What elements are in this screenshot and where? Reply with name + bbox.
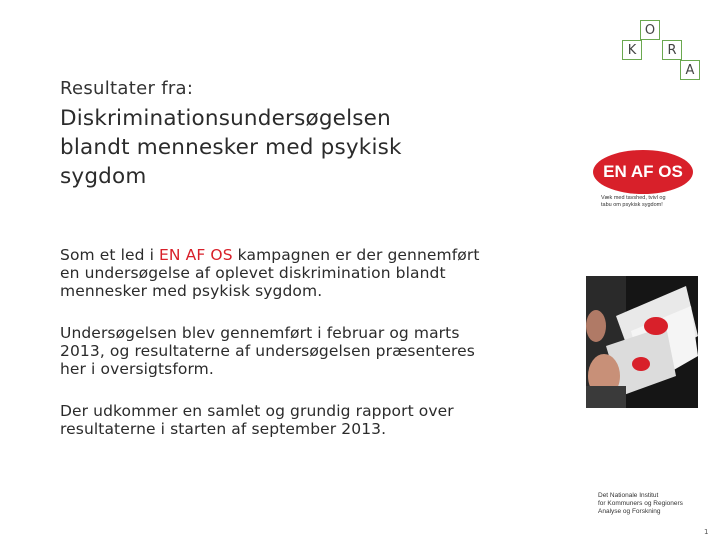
- campaign-name-highlight: EN AF OS: [159, 246, 233, 264]
- en-af-os-logo: [593, 150, 693, 212]
- title-line: sygdom: [60, 164, 147, 189]
- paragraph-line: [60, 246, 560, 264]
- paragraph-text: Som et led i: [60, 246, 160, 264]
- institute-line: Det Nationale Institut: [598, 492, 659, 499]
- paragraph-line: resultaterne i starten af september 2013.: [60, 420, 387, 438]
- report-paragraph: [60, 402, 560, 438]
- paragraph-line: 2013, og resultaterne af undersøgelsen præsenteres: [60, 342, 475, 360]
- kora-letter-r: R: [662, 40, 682, 60]
- method-paragraph: [60, 324, 560, 378]
- institute-line: Analyse og Forskning: [598, 508, 661, 515]
- campaign-photo: [586, 276, 698, 408]
- kora-letter-k: K: [622, 40, 642, 60]
- paragraph-line: Der udkommer en samlet og grundig rapport over: [60, 402, 454, 420]
- slide-subtitle: Resultater fra:: [60, 78, 194, 99]
- paragraph-line: mennesker med psykisk sygdom.: [60, 282, 323, 300]
- paragraph-line: her i oversigtsform.: [60, 360, 214, 378]
- institute-line: for Kommuners og Regioners: [598, 500, 683, 507]
- kora-letter-o: O: [640, 20, 660, 40]
- campaign-photo-image: [586, 276, 698, 408]
- en-af-os-tagline: [601, 195, 693, 208]
- paragraph-line: Undersøgelsen blev gennemført i februar og marts: [60, 324, 460, 342]
- title-line: blandt mennesker med psykisk: [60, 135, 402, 160]
- slide-title: [60, 104, 530, 191]
- intro-paragraph: [60, 246, 560, 300]
- tagline-line: tabu om psykisk sygdom!: [601, 201, 663, 208]
- kora-letter-a: A: [680, 60, 700, 80]
- title-line: Diskriminationsundersøgelsen: [60, 106, 391, 131]
- paragraph-line: en undersøgelse af oplevet diskrimination blandt: [60, 264, 446, 282]
- page-number: 1: [704, 528, 709, 536]
- tagline-line: Væk med tavshed, tvivl og: [601, 195, 666, 201]
- paragraph-text: kampagnen er der gennemført: [232, 246, 480, 264]
- en-af-os-badge: EN AF OS: [593, 150, 693, 194]
- institute-logo: [598, 492, 698, 516]
- kora-logo: [618, 18, 706, 80]
